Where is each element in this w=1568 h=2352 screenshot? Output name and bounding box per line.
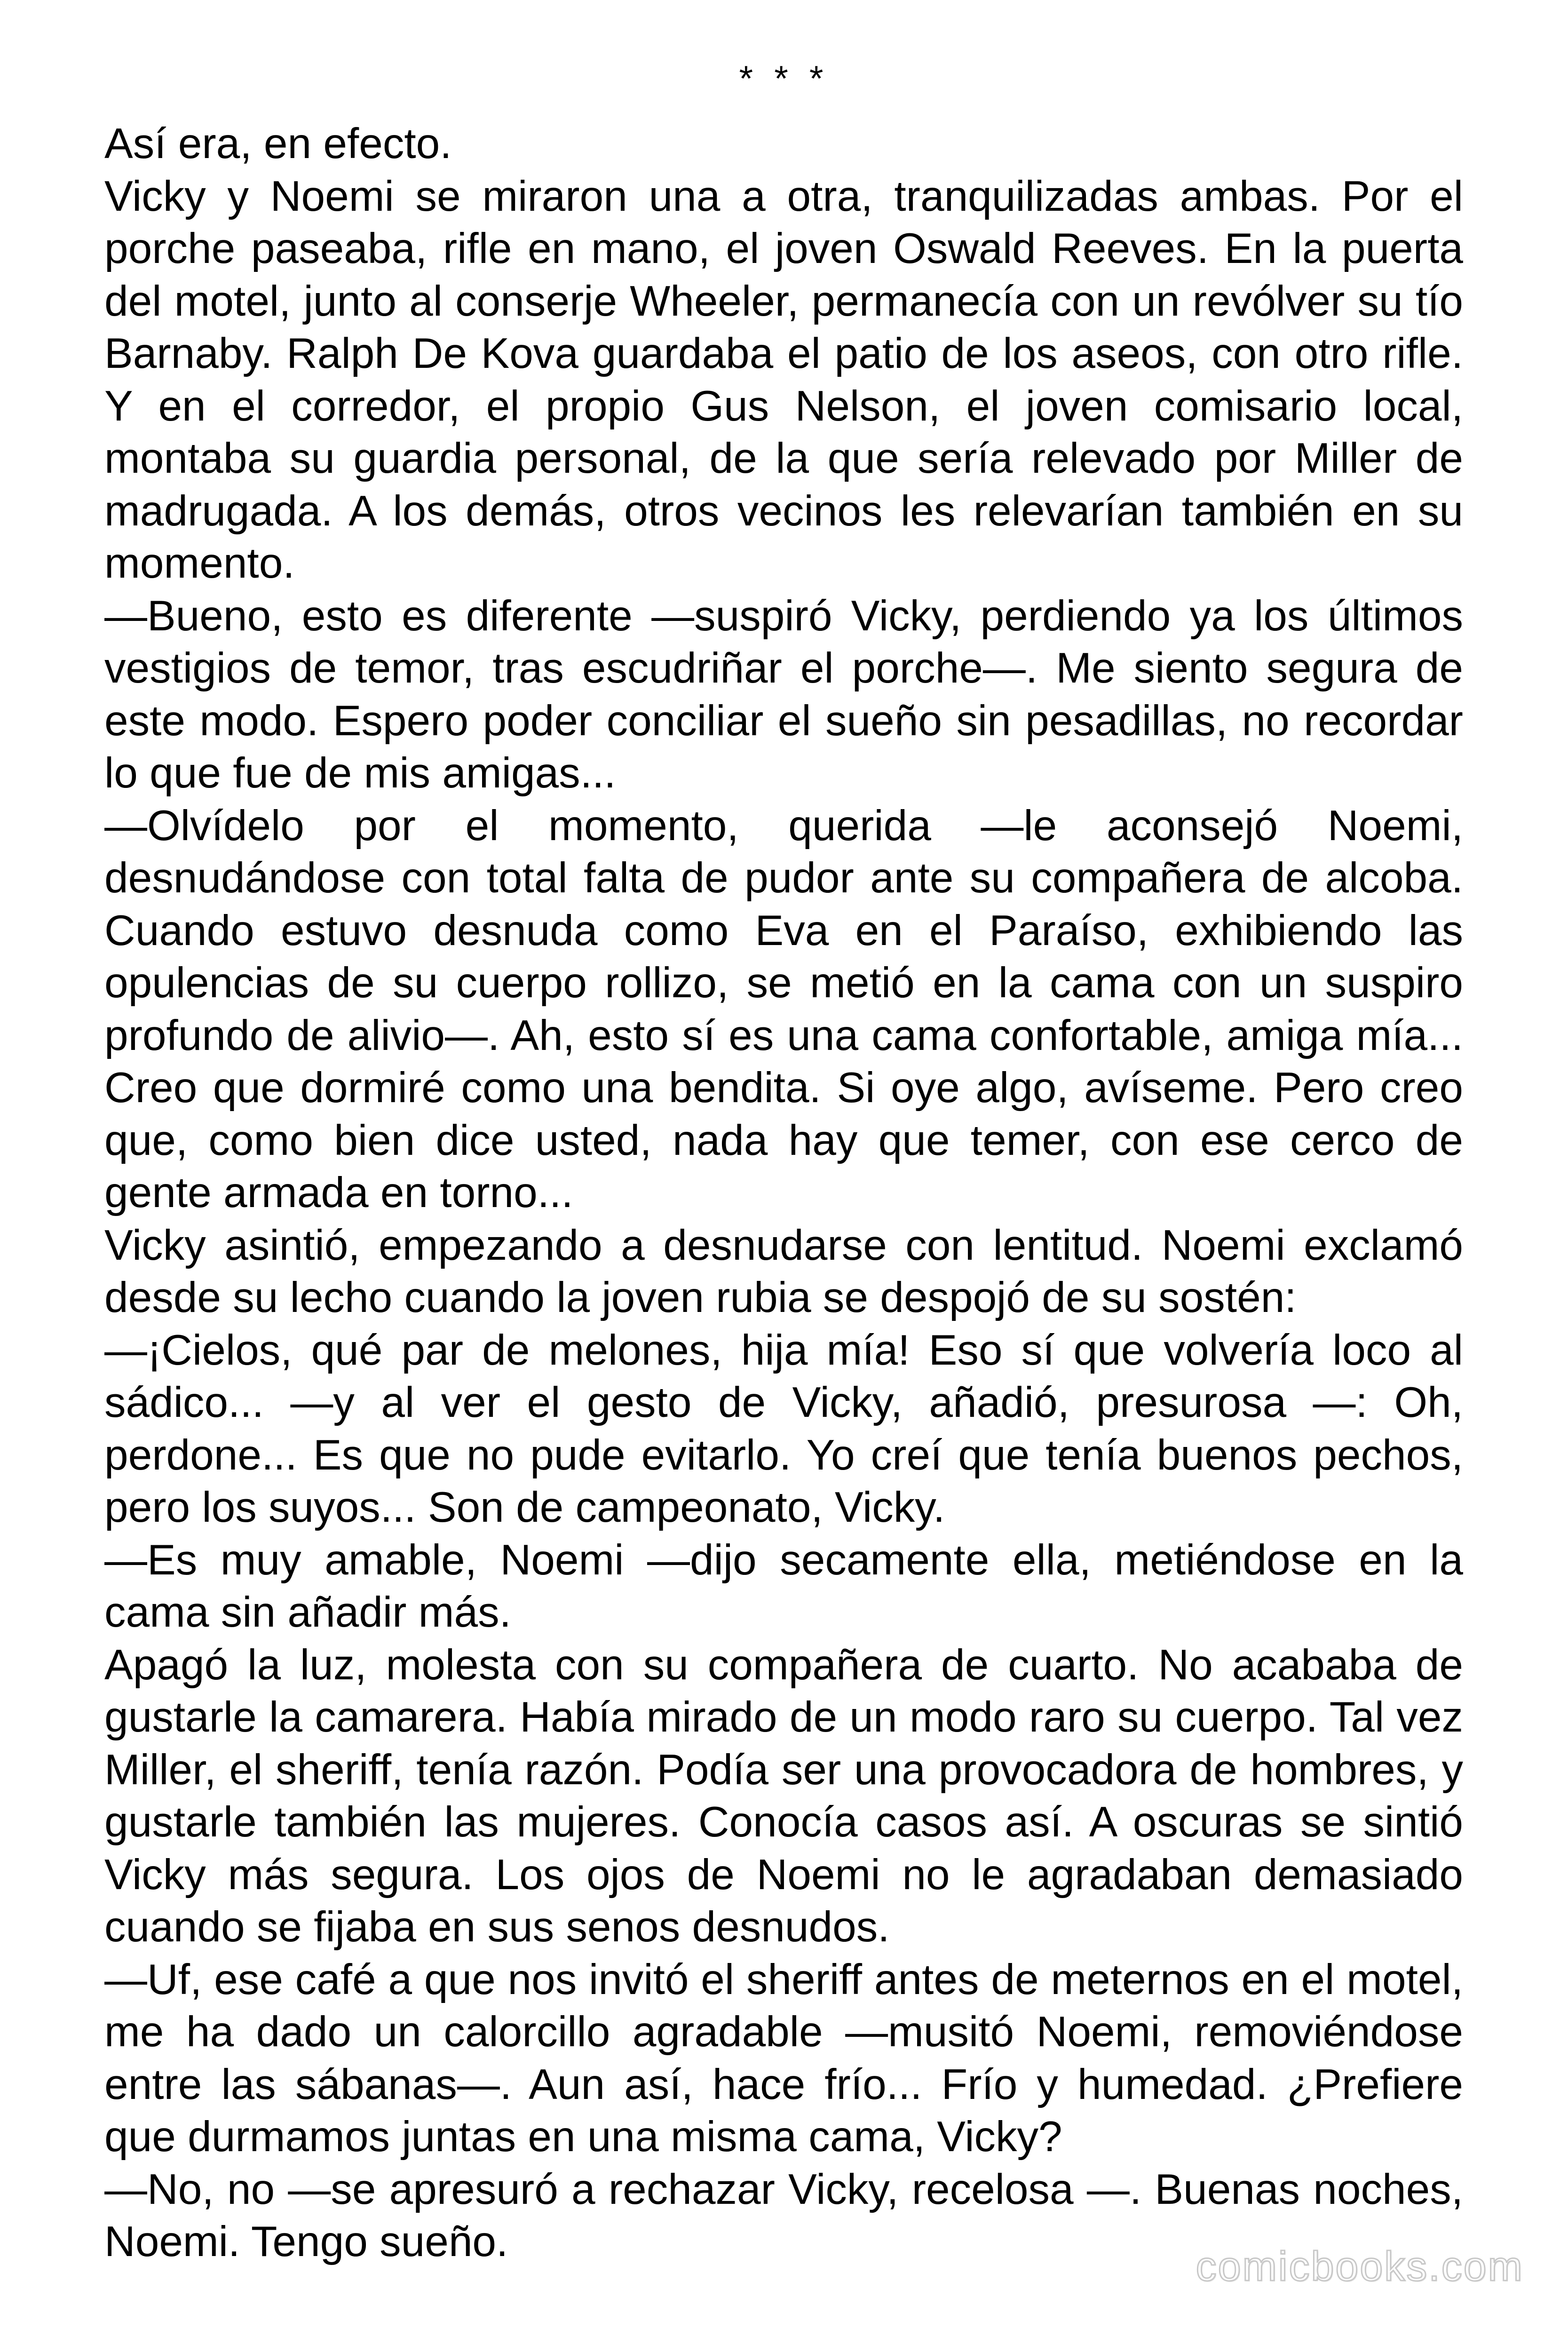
paragraph: —Olvídelo por el momento, querida —le aconsejó Noemi, desnudándose con total falta de pudor ante su compañera de alcoba. Cuando estuvo desnuda como Eva en el Paraíso, exhibiendo las opulencias de su cuerpo rollizo, se metió en la cama con un suspiro profundo de alivio—. Ah, esto sí es una cama confortable, amiga mía... Creo que dormiré como una bendita. Si oye algo, avíseme. Pero creo que, como bien dice usted, nada hay que temer, con ese cerco de gente armada en torno... <box>104 802 1463 1216</box>
paragraph: Vicky asintió, empezando a desnudarse con lentitud. Noemi exclamó desde su lecho cuando la joven rubia se despojó de su sostén: <box>104 1221 1463 1321</box>
paragraph: —Uf, ese café a que nos invitó el sheriff antes de meternos en el motel, me ha dado un calorcillo agradable —musitó Noemi, removiéndose entre las sábanas—. Aun así, hace frío... Frío y humedad. ¿Prefiere que durmamos juntas en una misma cama, Vicky? <box>104 1955 1463 2161</box>
paragraph: Apagó la luz, molesta con su compañera de cuarto. No acababa de gustarle la camarera. Había mirado de un modo raro su cuerpo. Tal vez Miller, el sheriff, tenía razón. Podía ser una provocadora de hombres, y gustarle también las mujeres. Conocía casos así. A oscuras se sintió Vicky más segura. Los ojos de Noemi no le agradaban demasiado cuando se fijaba en sus senos desnudos. <box>104 1641 1463 1951</box>
scene-separator: * * * <box>739 59 829 99</box>
paragraph: Así era, en efecto. <box>104 120 452 167</box>
paragraph: —No, no —se apresuró a rechazar Vicky, recelosa —. Buenas noches, Noemi. Tengo sueño. <box>104 2165 1463 2265</box>
paragraph: —Es muy amable, Noemi —dijo secamente ella, metiéndose en la cama sin añadir más. <box>104 1536 1463 1636</box>
body-text <box>104 118 1463 2268</box>
paragraph: —Bueno, esto es diferente —suspiró Vicky, perdiendo ya los últimos vestigios de temor, tras escudriñar el porche—. Me siento segura de este modo. Espero poder conciliar el sueño sin pesadillas, no recordar lo que fue de mis amigas... <box>104 592 1463 797</box>
watermark: comicbooks.com <box>1196 2243 1524 2289</box>
paragraph: Vicky y Noemi se miraron una a otra, tranquilizadas ambas. Por el porche paseaba, rifle en mano, el joven Oswald Reeves. En la puerta del motel, junto al conserje Wheeler, permanecía con un revólver su tío Barnaby. Ralph De Kova guardaba el patio de los aseos, con otro rifle. Y en el corredor, el propio Gus Nelson, el joven comisario local, montaba su guardia personal, de la que sería relevado por Miller de madrugada. A los demás, otros vecinos les relevarían también en su momento. <box>104 172 1463 587</box>
paragraph: —¡Cielos, qué par de melones, hija mía! Eso sí que volvería loco al sádico... —y al ver el gesto de Vicky, añadió, presurosa —: Oh, perdone... Es que no pude evitarlo. Yo creí que tenía buenos pechos, pero los suyos... Son de campeonato, Vicky. <box>104 1326 1463 1531</box>
